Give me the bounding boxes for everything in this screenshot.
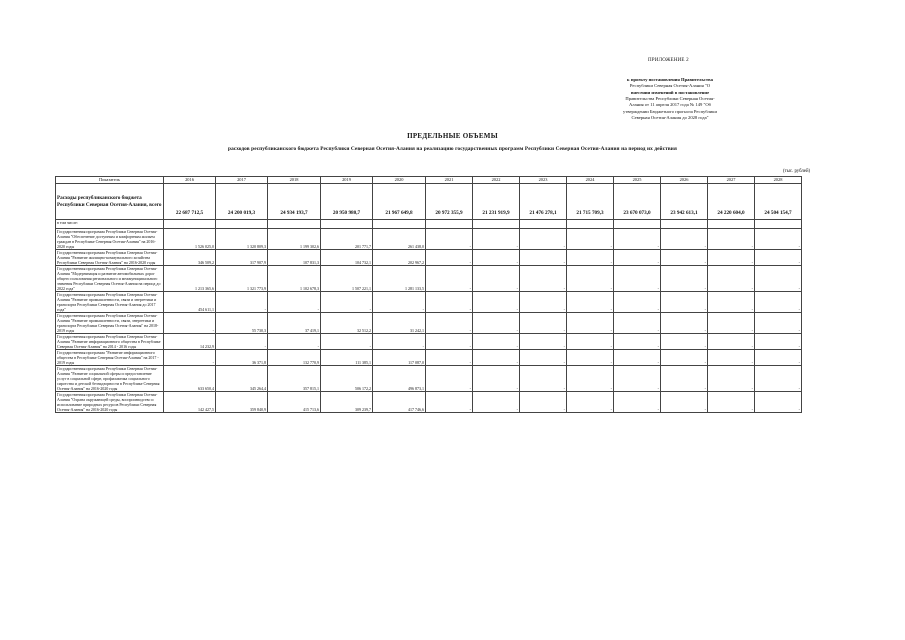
approval-line: утверждении Бюджетного прогноза Республики [623,108,717,114]
total-value: 21 715 709,3 [567,184,614,220]
program-value: - [473,366,520,392]
program-value: - [661,350,708,366]
program-value: - [755,266,802,292]
table-including-row [56,220,802,229]
program-value: 37 419,1 [268,313,321,334]
program-value: 633 650,4 [164,366,216,392]
program-value: - [614,334,661,350]
program-value: - [373,334,426,350]
header-year: 2027 [708,177,755,184]
program-value: 142 427,5 [164,392,216,413]
program-value: - [567,292,614,313]
total-value: 23 670 073,0 [614,184,661,220]
program-value: - [520,292,567,313]
total-value: 24 934 193,7 [268,184,321,220]
program-value: 1 320 809,3 [216,229,268,250]
program-value: - [755,350,802,366]
program-value: - [164,350,216,366]
program-name: Государственная программа Республики Северная Осетия-Алания "Развитие информационного общества в Республике Северная Осетия-Алания" на 2014 - 2016 годы [56,334,164,350]
program-name: Государственная программа Республики Северная Осетия-Алания "Развитие социальной сферы и предоставление услуг в социальной сфере, профилактика социального сиротства и детской безнадзорности в Республике Северная Осетия-Алания" на 2016-2020 годы [56,366,164,392]
program-value: - [708,366,755,392]
program-value: - [708,350,755,366]
program-value: 415 713,6 [268,392,321,413]
total-value: 20 950 980,7 [321,184,373,220]
empty-cell [661,220,708,229]
program-name: Государственная программа "Развитие информационного общества в Республике Северная Осетия-Алания" на 2017 - 2019 годы [56,350,164,366]
program-value: - [216,292,268,313]
program-value: 496 873,1 [373,366,426,392]
program-value: - [708,392,755,413]
table-row [56,392,802,413]
empty-cell [216,220,268,229]
header-year: 2022 [473,177,520,184]
approval-line: Правительства Республики Северная Осетия- [625,95,715,101]
program-value: - [708,334,755,350]
program-value: 454 611,1 [164,292,216,313]
approval-line: Республики Северная Осетия-Алания "О [629,83,711,89]
program-value: - [373,292,426,313]
program-value: - [216,334,268,350]
program-value: - [473,250,520,266]
program-value: 1 507 221,1 [321,266,373,292]
program-value: 104 732,1 [321,250,373,266]
program-value: - [321,334,373,350]
program-name: Государственная программа Республики Северная Осетия-Алания "Охрана окружающей среды, воспроизводство и использование природных ресурсов Республики Северная Осетия-Алания" на 2016-2020 годы [56,392,164,413]
including-label: в том числе: [56,220,164,229]
empty-cell [614,220,661,229]
program-name: Государственная программа Республики Северная Осетия-Алания "Обеспечение доступным и комфортным жильем граждан в Республике Северная Осетия-Алания" на 2016-2020 годы [56,229,164,250]
budget-table [55,176,802,413]
header-year: 2020 [373,177,426,184]
program-value: - [520,366,567,392]
program-value: - [567,350,614,366]
program-value: - [520,350,567,366]
program-value: 317 907,9 [216,250,268,266]
program-value: - [708,313,755,334]
total-value: 22 687 712,5 [164,184,216,220]
program-value: 345 264,4 [216,366,268,392]
total-value: 20 972 355,9 [426,184,473,220]
program-value: - [473,334,520,350]
program-value: 1 213 365,6 [164,266,216,292]
program-value: - [164,313,216,334]
table-row [56,250,802,266]
program-name: Государственная программа Республики Северная Осетия-Алания "Развитие жилищно-коммунального хозяйства Республики Северная Осетия-Алания" на 2016-2020 годы [56,250,164,266]
header-year: 2017 [216,177,268,184]
program-value: - [426,366,473,392]
table-header-row [56,177,802,184]
program-value: - [426,350,473,366]
total-value: 21 967 649,8 [373,184,426,220]
total-value: 24 504 154,7 [755,184,802,220]
empty-cell [164,220,216,229]
program-value: - [755,334,802,350]
program-value: - [614,392,661,413]
program-value: - [708,229,755,250]
program-value: - [520,250,567,266]
program-value: - [268,334,321,350]
total-name: Расходы республиканского бюджета Республики Северная Осетия-Алания, всего [56,184,164,220]
program-value: 132 770,9 [268,350,321,366]
program-value: - [321,292,373,313]
program-value: - [567,313,614,334]
program-value: 36 371,8 [216,350,268,366]
program-value: - [755,392,802,413]
program-value: 1 321 773,9 [216,266,268,292]
program-value: - [567,250,614,266]
program-value: - [755,229,802,250]
empty-cell [321,220,373,229]
program-value: - [426,334,473,350]
program-value: - [473,313,520,334]
header-year: 2019 [321,177,373,184]
program-value: - [755,313,802,334]
header-year: 2026 [661,177,708,184]
program-value: - [567,392,614,413]
program-value: - [426,292,473,313]
program-value: - [567,334,614,350]
program-value: - [614,292,661,313]
total-value: 24 220 604,0 [708,184,755,220]
program-value: - [614,266,661,292]
program-value: - [520,229,567,250]
program-value: - [520,313,567,334]
table-row [56,229,802,250]
program-value: - [426,250,473,266]
program-value: - [426,313,473,334]
program-value: - [567,229,614,250]
program-value: 14 232,9 [164,334,216,350]
program-value: 1 526 025,0 [164,229,216,250]
table-row [56,292,802,313]
approval-line: Северная Осетия-Алания до 2028 года" [631,114,709,120]
program-value: - [708,250,755,266]
empty-cell [755,220,802,229]
program-value: 107 831,3 [268,250,321,266]
program-value: - [473,350,520,366]
program-value: 1 102 678,3 [268,266,321,292]
empty-cell [473,220,520,229]
program-value: - [426,229,473,250]
program-name: Государственная программа Республики Северная Осетия-Алания "Модернизация и развитие автомобильных дорог общего пользования регионального и межмуниципального значения Республики Северная Осетия-Алания на период до 2022 года" [56,266,164,292]
program-value: - [661,334,708,350]
program-value: - [520,392,567,413]
document-title: ПРЕДЕЛЬНЫЕ ОБЪЕМЫ [407,132,498,140]
approval-line: Алания от 11 апреля 2017 года № 149 "Об [628,102,711,108]
program-value: 32 512,2 [321,313,373,334]
empty-cell [373,220,426,229]
empty-cell [426,220,473,229]
program-value: - [268,292,321,313]
program-value: 55 730,3 [216,313,268,334]
approval-line: внесении изменений в постановление [630,89,710,95]
program-value: 357 815,1 [268,366,321,392]
program-value: - [755,250,802,266]
appendix-label: ПРИЛОЖЕНИЕ 2 [648,58,689,63]
program-value: - [661,266,708,292]
program-value: 1 281 133,5 [373,266,426,292]
program-value: 346 509,2 [164,250,216,266]
empty-cell [520,220,567,229]
program-value: - [567,366,614,392]
program-value: - [614,350,661,366]
total-value: 24 200 019,3 [216,184,268,220]
table-row [56,350,802,366]
program-value: 31 242,1 [373,313,426,334]
header-year: 2018 [268,177,321,184]
header-year: 2024 [567,177,614,184]
unit-label: (тыс. рублей) [783,169,811,174]
empty-cell [567,220,614,229]
header-year: 2016 [164,177,216,184]
header-year: 2023 [520,177,567,184]
program-value: - [614,229,661,250]
program-value: - [614,250,661,266]
program-value: - [520,266,567,292]
program-name: Государственная программа Республики Северная Осетия-Алания "Развитие промышленности, связи, энергетики и транспорта Республики Северная Осетия-Алания" на 2018-2019 годы [56,313,164,334]
program-value: 117 087,0 [373,350,426,366]
program-value: - [708,292,755,313]
program-value: 201 771,7 [321,229,373,250]
header-year: 2028 [755,177,802,184]
program-value: - [614,313,661,334]
total-value: 23 942 613,1 [661,184,708,220]
header-year: 2021 [426,177,473,184]
approval-line: к проекту постановления Правительства [627,77,713,82]
program-value: - [567,266,614,292]
program-value: 417 746,6 [373,392,426,413]
empty-cell [268,220,321,229]
program-value: - [426,266,473,292]
program-value: - [661,229,708,250]
program-value: - [661,313,708,334]
table-row [56,266,802,292]
header-indicator: Показатель [56,177,164,184]
table-row [56,334,802,350]
program-name: Государственная программа Республики Северная Осетия-Алания "Развитие промышленности, связи и энергетики и транспорта Республики Северная Осетия-Алания до 2017 года" [56,292,164,313]
program-value: - [661,292,708,313]
program-value: - [473,229,520,250]
program-value: - [473,392,520,413]
program-value: 309 239,7 [321,392,373,413]
program-value: - [473,266,520,292]
program-value: - [473,292,520,313]
program-value: 111 385,1 [321,350,373,366]
program-value: - [661,392,708,413]
program-value: - [708,266,755,292]
total-value: 21 231 919,9 [473,184,520,220]
program-value: 506 172,2 [321,366,373,392]
program-value: 202 967,2 [373,250,426,266]
program-value: 1 199 302,6 [268,229,321,250]
total-value: 21 476 278,1 [520,184,567,220]
table-row [56,313,802,334]
program-value: - [426,392,473,413]
program-value: - [661,250,708,266]
table-total-row [56,184,802,220]
empty-cell [708,220,755,229]
program-value: 359 840,9 [216,392,268,413]
program-value: - [661,366,708,392]
program-value: 261 438,0 [373,229,426,250]
header-year: 2025 [614,177,661,184]
program-value: - [755,366,802,392]
document-subtitle: расходов республиканского бюджета Республики Северная Осетия-Алания на реализацию государственных программ Республики Северная Осетия-Алания на период их действия [228,146,677,152]
approval-block [590,77,750,121]
program-value: - [520,334,567,350]
program-value: - [755,292,802,313]
table-row [56,366,802,392]
program-value: - [614,366,661,392]
